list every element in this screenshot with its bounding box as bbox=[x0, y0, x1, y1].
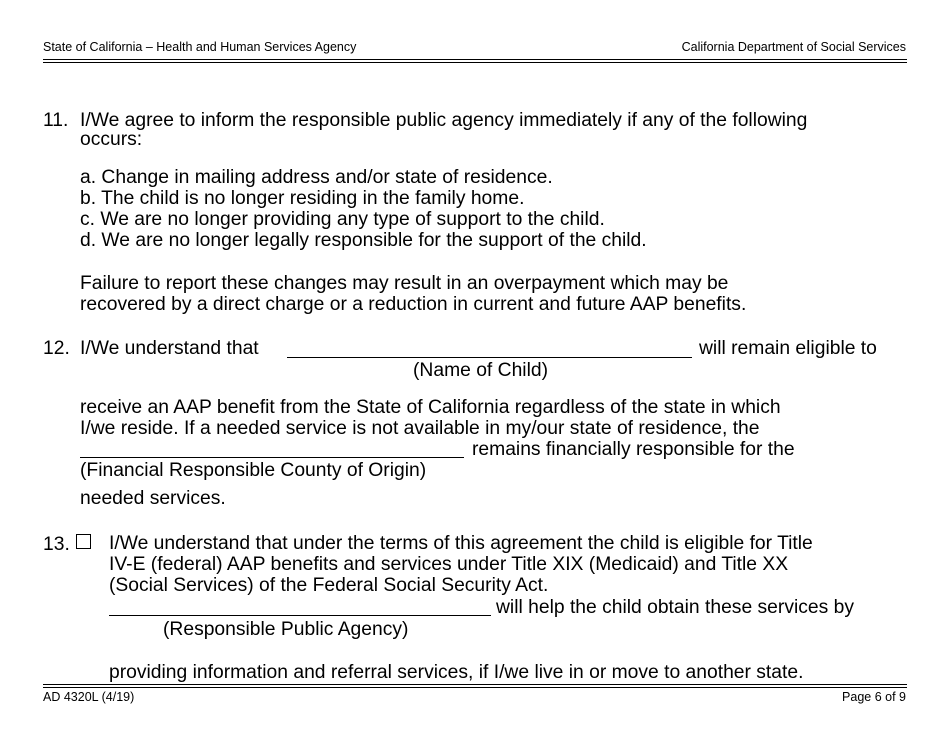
header-agency: State of California – Health and Human Services Agency bbox=[43, 40, 357, 54]
footer-rule-bottom bbox=[43, 687, 907, 688]
item12-tail: will remain eligible to bbox=[699, 338, 877, 359]
county-of-origin-field[interactable] bbox=[80, 456, 464, 458]
item12-line3: I/we reside. If a needed service is not available in my/our state of residence, the bbox=[80, 418, 760, 439]
item11-text-line2: occurs: bbox=[80, 129, 143, 150]
item11-failure-line1: Failure to report these changes may result in an overpayment which may be bbox=[80, 273, 729, 294]
child-name-field[interactable] bbox=[287, 356, 692, 358]
item13-line5: providing information and referral services, if I/we live in or move to another state. bbox=[109, 662, 804, 683]
item12-line2: receive an AAP benefit from the State of California regardless of the state in which bbox=[80, 397, 781, 418]
item13-number: 13. bbox=[43, 534, 70, 555]
footer-rule-top bbox=[43, 684, 907, 685]
county-of-origin-caption: (Financial Responsible County of Origin) bbox=[80, 460, 427, 481]
responsible-agency-caption: (Responsible Public Agency) bbox=[163, 619, 409, 640]
item11-list-item-a: a. Change in mailing address and/or state of residence. bbox=[80, 167, 553, 188]
item11-failure-line2: recovered by a direct charge or a reduction in current and future AAP benefits. bbox=[80, 294, 747, 315]
item11-text-line1: I/We agree to inform the responsible public agency immediately if any of the following bbox=[80, 110, 808, 131]
item12-lead: I/We understand that bbox=[80, 338, 259, 359]
item11-list-item-c: c. We are no longer providing any type of support to the child. bbox=[80, 209, 605, 230]
header-rule-bottom bbox=[43, 62, 907, 63]
item13-agency-tail: will help the child obtain these services by bbox=[496, 597, 854, 618]
item13-line1: I/We understand that under the terms of this agreement the child is eligible for Title bbox=[109, 533, 813, 554]
item12-line5: needed services. bbox=[80, 488, 226, 509]
item11-list-item-d: d. We are no longer legally responsible for the support of the child. bbox=[80, 230, 647, 251]
footer-form-id: AD 4320L (4/19) bbox=[43, 690, 135, 704]
item11-list-item-b: b. The child is no longer residing in the family home. bbox=[80, 188, 525, 209]
child-name-caption: (Name of Child) bbox=[413, 360, 549, 381]
header-department: California Department of Social Services bbox=[681, 40, 906, 54]
item12-number: 12. bbox=[43, 338, 70, 359]
footer-page-number: Page 6 of 9 bbox=[842, 690, 906, 704]
item12-county-tail: remains financially responsible for the bbox=[472, 439, 795, 460]
item13-line3: (Social Services) of the Federal Social Security Act. bbox=[109, 575, 549, 596]
item13-number-with-checkbox bbox=[43, 534, 91, 554]
item13-line2: IV-E (federal) AAP benefits and services under Title XIX (Medicaid) and Title XX bbox=[109, 554, 789, 575]
item13-checkbox[interactable] bbox=[76, 534, 91, 549]
header-rule-top bbox=[43, 59, 907, 60]
responsible-agency-field[interactable] bbox=[109, 614, 491, 616]
item11-number: 11. bbox=[43, 110, 69, 131]
